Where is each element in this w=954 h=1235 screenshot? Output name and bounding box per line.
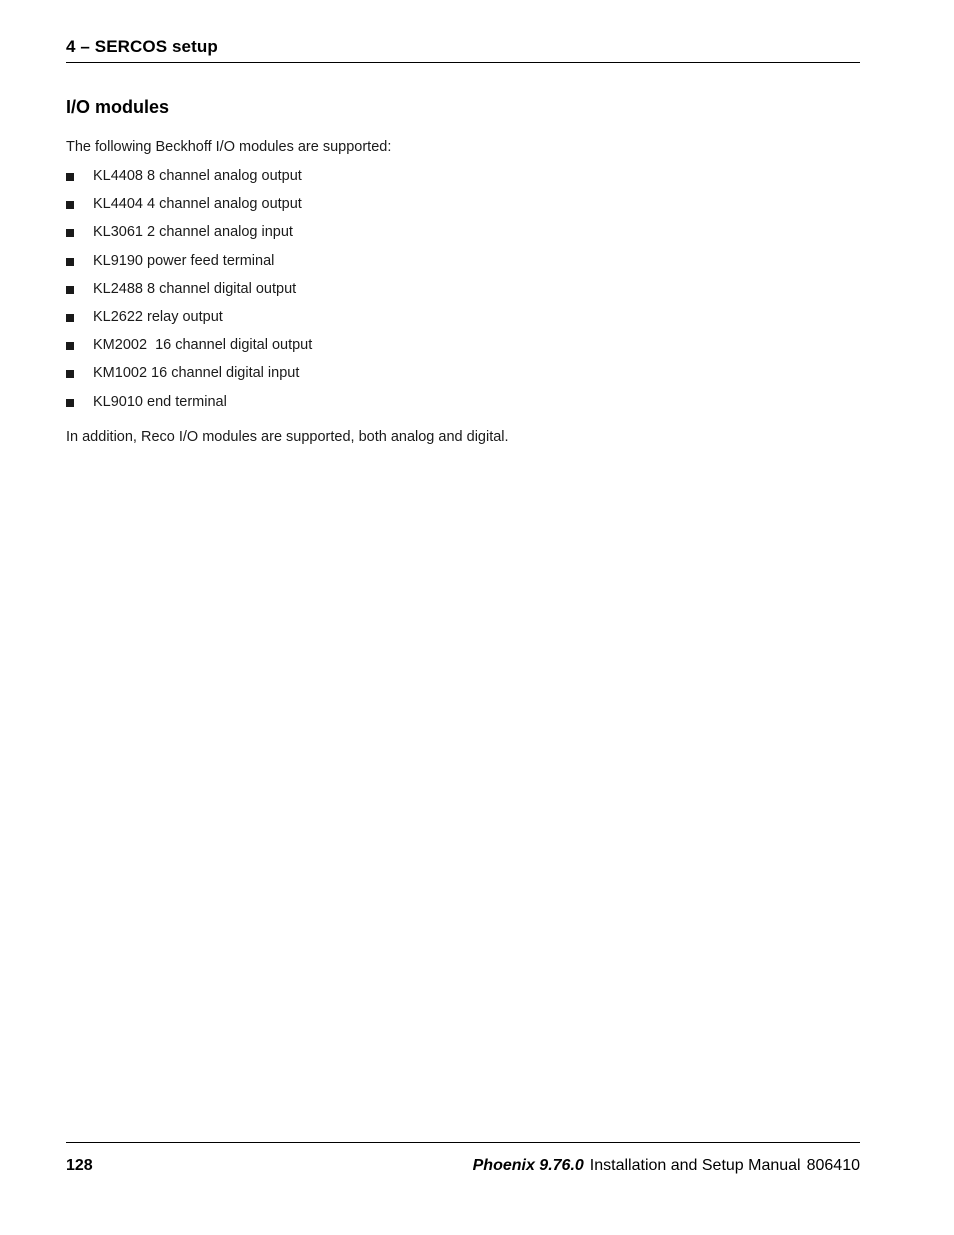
list-item xyxy=(66,393,312,421)
list-item xyxy=(66,195,312,223)
square-bullet-icon xyxy=(66,314,74,322)
footer-manual-info xyxy=(473,1157,860,1175)
module-label: KM1002 16 channel digital input xyxy=(93,365,300,382)
square-bullet-icon xyxy=(66,286,74,294)
manual-title: Installation and Setup Manual xyxy=(589,1157,801,1174)
module-label: KL4408 8 channel analog output xyxy=(93,168,302,184)
square-bullet-icon xyxy=(66,258,74,266)
square-bullet-icon xyxy=(66,342,74,350)
page-number: 128 xyxy=(66,1157,93,1174)
page-footer xyxy=(66,1142,860,1183)
list-item xyxy=(66,280,312,308)
module-list xyxy=(66,167,312,421)
list-item xyxy=(66,167,312,195)
list-item xyxy=(66,336,312,364)
list-item xyxy=(66,223,312,251)
module-label: KL2488 8 channel digital output xyxy=(93,280,297,297)
manual-number: 806410 xyxy=(806,1157,860,1174)
module-label: KL3061 2 channel analog input xyxy=(93,224,293,241)
module-label: KL4404 4 channel analog output xyxy=(93,196,302,213)
section-heading: I/O modules xyxy=(66,97,170,117)
square-bullet-icon xyxy=(66,173,74,181)
module-label: KL9010 end terminal xyxy=(93,393,227,410)
square-bullet-icon xyxy=(66,201,74,209)
module-label: KL9190 power feed terminal xyxy=(93,252,275,269)
closing-paragraph: In addition, Reco I/O modules are supported, both analog and digital. xyxy=(66,429,509,445)
intro-paragraph: The following Beckhoff I/O modules are supported: xyxy=(66,139,392,155)
module-label: KL2622 relay output xyxy=(93,308,223,325)
list-item xyxy=(66,308,312,336)
module-label: KM2002 16 channel digital output xyxy=(93,337,313,354)
product-name: Phoenix 9.76.0 xyxy=(472,1157,584,1174)
square-bullet-icon xyxy=(66,370,74,378)
page-header xyxy=(66,36,860,63)
list-item xyxy=(66,364,312,392)
list-item xyxy=(66,252,312,280)
square-bullet-icon xyxy=(66,399,74,407)
chapter-title: 4 – SERCOS setup xyxy=(66,37,218,56)
square-bullet-icon xyxy=(66,229,74,237)
